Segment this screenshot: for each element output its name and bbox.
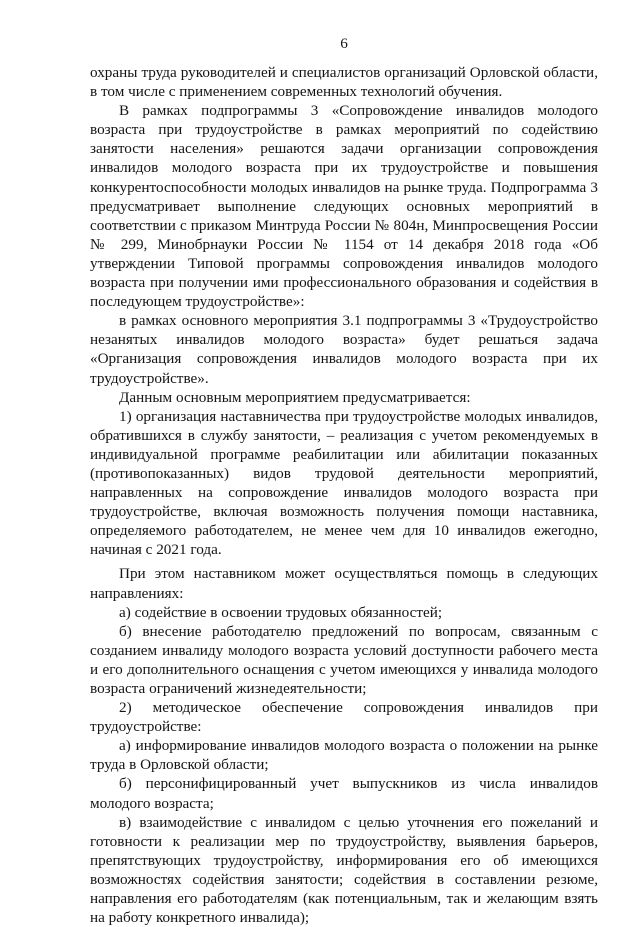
paragraph-item-b-proposals: б) внесение работодателю предложений по вопросам, связанным с созданием инвалиду молодого возраста условий доступности рабочего места и его дополнительного оснащения с учетом имеющихся у инвалида молодого возраста ограничений жизнедеятельности; bbox=[90, 622, 598, 697]
paragraph-main-activity-3-1: в рамках основного мероприятия 3.1 подпрограммы 3 «Трудоустройство незанятых инвалидов молодого возраста» будет решаться задача «Организация сопровождения инвалидов молодого возраста при их трудоустройстве». bbox=[90, 312, 598, 387]
paragraph-item-a-duties: а) содействие в освоении трудовых обязанностей; bbox=[119, 603, 443, 621]
paragraph-labor-safety-training: охраны труда руководителей и специалистов организаций Орловской области, в том числе с применением современных технологий обучения. bbox=[90, 64, 598, 101]
paragraph-item-v-interaction: в) взаимодействие с инвалидом с целью уточнения его пожеланий и готовности к реализации мер по трудоустройству, выявления барьеров, препятствующих трудоустройству, информирования его об имеющихся возможностях содействия занятости; содействия в составлении резюме, направления его работодателям (как потенциальным, так и желающим взять на работу конкретного инвалида); bbox=[90, 813, 598, 927]
paragraph-item-1-mentoring: 1) организация наставничества при трудоустройстве молодых инвалидов, обратившихся в службу занятости, – реализация с учетом рекомендуемых в индивидуальной программе реабилитации или абилитации показанных (противопоказанных) видов трудовой деятельности мероприятий, направленных на сопровождение инвалидов молодого возраста при трудоустройстве, включая возможность получения помощи наставника, определяемого работодателем, не менее чем для 10 инвалидов ежегодно, начиная с 2021 года. bbox=[90, 407, 598, 559]
paragraph-activity-provides: Данным основным мероприятием предусматривается: bbox=[119, 388, 471, 406]
paragraph-subprogram-3-intro: В рамках подпрограммы 3 «Сопровождение инвалидов молодого возраста при трудоустройстве в рамках мероприятий по содействию занятости населения» решаются задачи организации сопровождения инвалидов молодого возраста при их трудоустройстве и повышения конкурентоспособности молодых инвалидов на рынке труда. Подпрограмма 3 предусматривает выполнение следующих основных мероприятий в соответствии с приказом Минтруда России № 804н, Минпросвещения России № 299, Минобрнауки России № 1154 от 14 декабря 2018 года «Об утверждении Типовой программы сопровождения инвалидов молодого возраста при получении ими профессионального образования и содействия в последующем трудоустройстве»: bbox=[90, 102, 598, 311]
document-page bbox=[90, 34, 598, 927]
paragraph-item-b-graduate-records: б) персонифицированный учет выпускников из числа инвалидов молодого возраста; bbox=[90, 775, 598, 812]
paragraph-item-2-methodical-support: 2) методическое обеспечение сопровождения инвалидов при трудоустройстве: bbox=[90, 699, 598, 736]
paragraph-mentor-directions: При этом наставником может осуществляться помощь в следующих направлениях: bbox=[90, 565, 598, 602]
paragraph-item-a-informing: а) информирование инвалидов молодого возраста о положении на рынке труда в Орловской области; bbox=[90, 737, 598, 774]
page-number: 6 bbox=[340, 35, 348, 52]
